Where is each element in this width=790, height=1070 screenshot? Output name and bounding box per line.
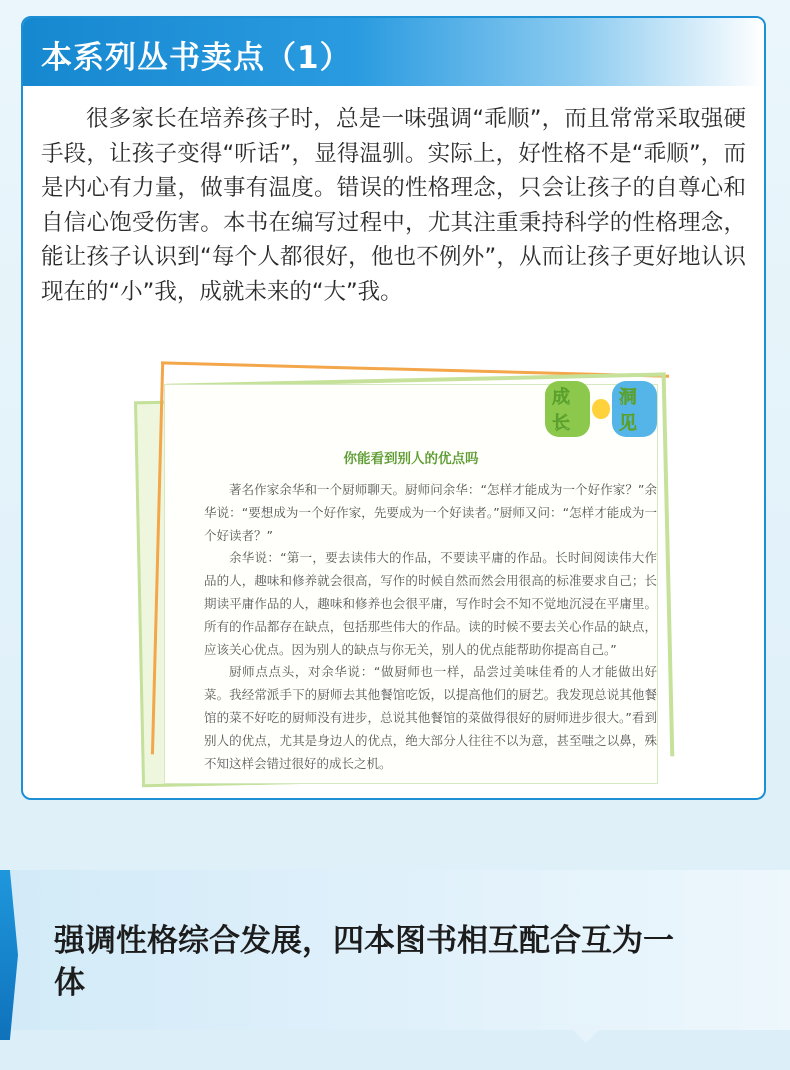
book-page-sample: [136, 350, 676, 780]
book-page: [164, 384, 658, 784]
book-paragraph: 余华说：“第一，要去读伟大的作品，不要读平庸的作品。长时间阅读伟大作品的人，趣味和修养就会很高，写作的时候自然而然会用很高的标准要求自己；长期读平庸作品的人，趣味和修养也会很平庸，写作时会不知不觉地沉浸在平庸里。所有的作品都存在缺点，包括那些伟大的作品。读的时候不要去关心作品的缺点，应该关心优点。因为别人的缺点与你无关，别人的优点能帮助你提高自己。”: [204, 550, 657, 657]
banner-heading: 强调性格综合发展，四本图书相互配合互为一体: [54, 923, 674, 1001]
badge-label-insight: 洞见: [612, 381, 657, 437]
book-page-text: [204, 479, 657, 775]
badge-label-growth: 成长: [545, 381, 590, 437]
selling-point-card: [21, 16, 766, 800]
section-banner: [0, 870, 790, 1030]
book-paragraph: 著名作家余华和一个厨师聊天。厨师问余华：“怎样才能成为一个好作家？”余华说：“要想成为一个好作家，先要成为一个好读者。”厨师又问：“怎样才能成为一个好读者？”: [204, 482, 657, 543]
book-page-title: 你能看到别人的优点吗: [343, 451, 479, 467]
card-header: [23, 18, 764, 86]
book-paragraph: 厨师点点头，对余华说：“做厨师也一样，品尝过美味佳肴的人才能做出好菜。我经常派手下的厨师去其他餐馆吃饭，以提高他们的厨艺。我发现总说其他餐馆的菜不好吃的厨师没有进步，总说其他餐馆的菜做得很好的厨师进步很大。”看到别人的优点，尤其是身边人的优点，绝大部分人往往不以为意，甚至嗤之以鼻，殊不知这样会错过很好的成长之机。: [204, 664, 657, 771]
badge-dot-icon: [592, 399, 609, 419]
banner-notch: [568, 1025, 604, 1043]
banner-tab-marker: [0, 870, 18, 1040]
growth-insight-badge: [545, 387, 657, 434]
card-body-text: 很多家长在培养孩子时，总是一味强调“乖顺”，而且常常采取强硬手段，让孩子变得“听话”，显得温驯。实际上，好性格不是“乖顺”，而是内心有力量，做事有温度。错误的性格理念，只会让孩子的自尊心和自信心饱受伤害。本书在编写过程中，尤其注重秉持科学的性格理念，能让孩子认识到“每个人都很好，他也不例外”，从而让孩子更好地认识现在的“小”我，成就未来的“大”我。: [41, 106, 746, 305]
card-title: 本系列丛书卖点（1）: [41, 40, 352, 76]
